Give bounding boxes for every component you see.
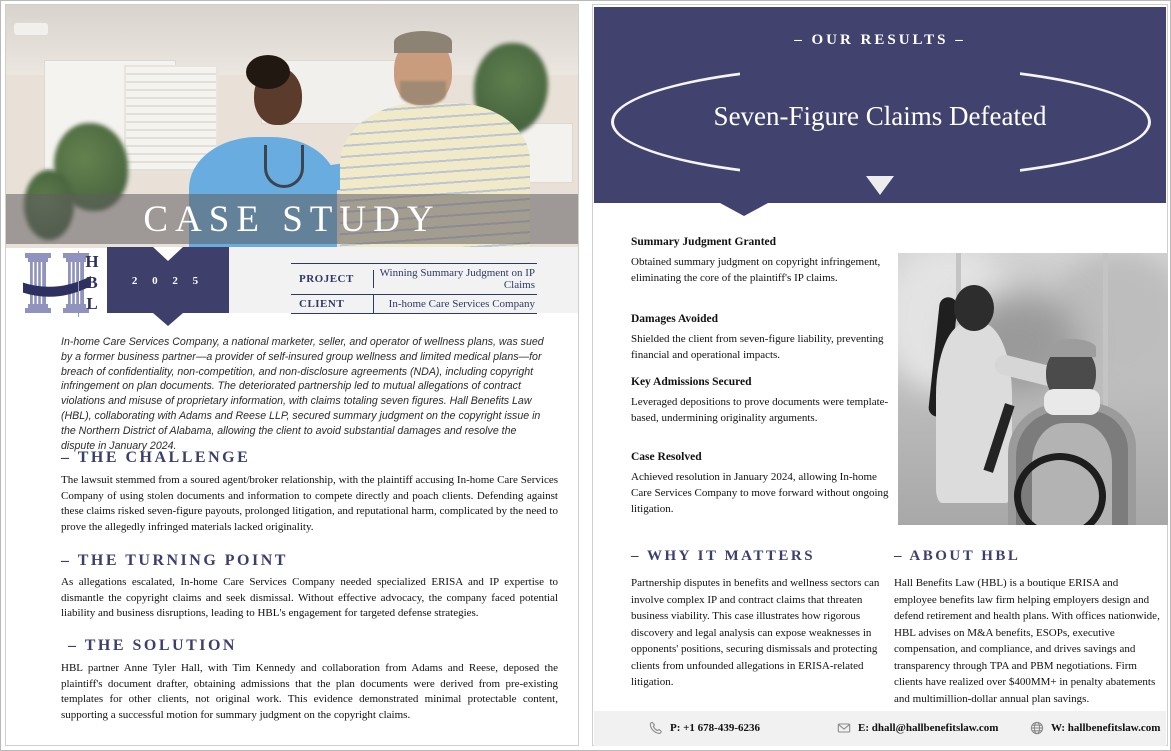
phone-contact [649, 721, 760, 735]
hero-patient-beard [400, 81, 446, 105]
hero-ac-unit [14, 23, 48, 35]
page-right [592, 4, 1168, 746]
project-value: Winning Summary Judgment on IP Claims [379, 267, 535, 291]
about-hbl-heading: – ABOUT HBL [894, 548, 1021, 564]
year-band [107, 247, 229, 313]
hero-patient-hair [394, 31, 452, 53]
logo-letter: B [86, 273, 98, 292]
email-text: E: dhall@hallbenefitslaw.com [858, 722, 999, 734]
photo-neck-brace [1044, 389, 1100, 415]
result-heading: Case Resolved [631, 451, 702, 463]
care-photo [898, 253, 1168, 525]
website-text: W: hallbenefitslaw.com [1051, 722, 1161, 734]
page-left [5, 4, 579, 746]
result-body: Achieved resolution in January 2024, allowing In-home Care Services Company to move forward without ongoing litigation. [631, 471, 889, 515]
results-banner [594, 7, 1166, 203]
hero-photo [6, 5, 578, 248]
results-title: Seven-Figure Claims Defeated [713, 101, 1047, 131]
banner-notch [720, 203, 768, 216]
solution-body: HBL partner Anne Tyler Hall, with Tim Kennedy and collaboration from Adams and Reese, deposed the plaintiff's document drafter, obtaining admissions that the plan documents were derived from pre-existing templates for other clients, not original work. This evidence demonstrated minimal protectable content, supporting a successful motion for summary judgment on the copyright claims. [61, 662, 558, 721]
client-label: CLIENT [291, 295, 374, 313]
hero-caregiver-hair [246, 55, 290, 89]
year-band-notch [153, 247, 183, 261]
result-item [631, 313, 889, 364]
hero-title: CASE STUDY [143, 198, 441, 240]
stethoscope-icon [264, 145, 304, 188]
result-body: Shielded the client from seven-figure liability, preventing financial and operational impacts. [631, 333, 884, 361]
hero-caption-band [6, 194, 578, 244]
website-contact [1030, 721, 1160, 735]
result-item [631, 236, 889, 287]
result-body: Leveraged depositions to prove documents were template-based, undermining originality arguments. [631, 396, 889, 424]
result-item [631, 376, 889, 427]
photo-nurse-head [954, 285, 994, 331]
project-label: PROJECT [291, 270, 374, 288]
results-kicker: – OUR RESULTS – [794, 32, 966, 48]
phone-icon [649, 721, 663, 735]
photo-patient-hair [1046, 339, 1096, 357]
result-heading: Key Admissions Secured [631, 376, 752, 388]
result-item [631, 451, 889, 518]
result-heading: Damages Avoided [631, 313, 718, 325]
challenge-body: The lawsuit stemmed from a soured agent/broker relationship, with the plaintiff accusing In-home Care Services Company of using stolen documents and information to compete directly and poach clients. Defending against these claims risked seven-figure payouts, prolonged litigation, and reputational harm, complicated by the need to prove the allegedly infringed materials lacked originality. [61, 474, 558, 533]
phone-text: P: +1 678-439-6236 [670, 722, 760, 734]
contact-footer [594, 711, 1166, 746]
hbl-logo-letters [78, 251, 105, 317]
year-band-arrow [153, 313, 183, 326]
solution-heading: – THE SOLUTION [68, 637, 237, 654]
meta-table [291, 263, 537, 314]
logo-letter: L [86, 294, 98, 313]
why-it-matters-body: Partnership disputes in benefits and wellness sectors can involve complex IP and contract claims that threaten business viability. This case illustrates how rigorous discovery and legal analysis can expose weaknesses in opponents' positions, securing dismissals and protecting clients from unfounded allegations in ERISA-related litigation. [631, 577, 880, 688]
banner-ellipse-gap [740, 53, 1020, 77]
challenge-heading: – THE CHALLENGE [61, 449, 251, 466]
email-contact [837, 721, 998, 735]
turning-point-body: As allegations escalated, In-home Care Services Company needed specialized ERISA and IP expertise to dismantle the copyright claims and seek dismissal. Without effective advocacy, the company faced potential liability and business disruptions, leading to HBL's engagement for targeted defense strategies. [61, 576, 558, 620]
turning-point-heading: – THE TURNING POINT [61, 552, 288, 569]
about-hbl-body: Hall Benefits Law (HBL) is a boutique ERISA and employee benefits law firm helping employers design and defend retirement and health plans. With offices nationwide, HBL advises on M&A benefits, ESOPs, executive compensation, and compliance, and drives savings and transparency through TPA and PBM negotiations. Firm clients have realized over $400MM+ in penalty abatements and multimillion-dollar annual plan savings. [894, 577, 1160, 705]
intro-paragraph: In-home Care Services Company, a national marketer, seller, and operator of wellness plans, was sued by a former business partner—a provider of self-insured group wellness and limited medical plans—for breach of confidentiality, non-competition, and non-disclosure agreements (NDA), including copyright infringement on plan documents. The deteriorated partnership led to mutual allegations of contract violations and misuse of proprietary information, with claims totaling seven figures. Hall Benefits Law (HBL), collaborating with Adams and Reese LLP, secured summary judgment on the copyright issue in the Northern District of Alabama, allowing the client to avoid substantial damages and resolve the dispute in January 2024. [61, 336, 544, 452]
down-triangle-icon [866, 176, 894, 195]
logo-letter: H [85, 252, 99, 271]
year-label: 2 0 2 5 [131, 274, 205, 287]
client-value: In-home Care Services Company [388, 298, 535, 310]
meta-row-project [291, 263, 537, 294]
meta-row-client [291, 294, 537, 314]
result-heading: Summary Judgment Granted [631, 236, 777, 248]
result-body: Obtained summary judgment on copyright infringement, eliminating the core of the plaintiff's IP claims. [631, 256, 881, 284]
why-it-matters-heading: – WHY IT MATTERS [631, 548, 816, 564]
globe-icon [1030, 721, 1044, 735]
email-icon [837, 721, 851, 735]
